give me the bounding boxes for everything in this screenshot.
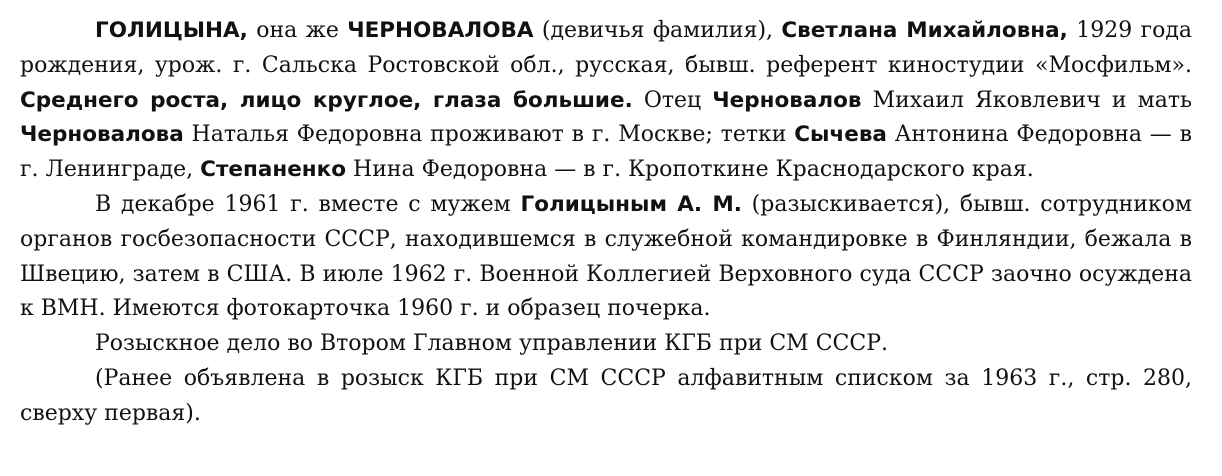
- text-segment: Михаил Яковлевич и мать: [861, 87, 1192, 113]
- text-segment: Нина Федоровна — в г. Кропоткине Краснодарского края.: [346, 157, 1034, 183]
- maiden-surname: ЧЕРНОВАЛОВА: [347, 18, 534, 43]
- paragraph-previous-listing: [20, 362, 1192, 432]
- aunt-surname-stepanenko: Степаненко: [200, 157, 347, 183]
- text-segment: Розыскное дело во Втором Главном управлении КГБ при СМ СССР.: [95, 331, 888, 357]
- text-segment: (девичья фамилия),: [533, 18, 782, 43]
- text-segment: (Ранее объявлена в розыск КГБ при СМ СССР алфавитным списком за 1963 г., стр. 280, сверху первая).: [20, 365, 1192, 426]
- father-surname: Черновалов: [712, 87, 862, 113]
- physical-description: Среднего роста, лицо круглое, глаза большие.: [20, 87, 633, 113]
- surname: ГОЛИЦЫНА,: [95, 18, 248, 43]
- paragraph-case-file: [20, 327, 1192, 362]
- text-segment: 1929 года рождения, урож. г. Сальска Ростовской обл., русская, бывш. референт киностудии «Мосфильм».: [20, 18, 1192, 78]
- husband-name: Голицыным А. М.: [520, 191, 742, 217]
- paragraph-defection: [20, 188, 1192, 327]
- mother-surname: Черновалова: [20, 122, 184, 148]
- text-segment: Наталья Федоровна проживают в г. Москве; тетки: [183, 122, 795, 148]
- aunt-surname-sycheva: Сычева: [794, 122, 887, 148]
- text-segment: Антонина Федоровна — в г. Ленинграде,: [20, 122, 1192, 183]
- text-segment: Отец: [632, 87, 713, 113]
- first-and-patronymic-name: Светлана Михайловна,: [781, 18, 1068, 43]
- text-segment: она же: [247, 18, 348, 43]
- text-segment: (разыскивается), бывш. сотрудником органов госбезопасности СССР, находившемся в служебной командировке в Финляндии, бежала в Швецию, затем в США. В июле 1962 г. Военной Коллегией Верховного суда СССР заочно осуждена к ВМН. Имеются фотокарточка 1960 г. и образец почерка.: [20, 191, 1193, 322]
- text-segment: В декабре 1961 г. вместе с мужем: [95, 191, 521, 217]
- paragraph-personal-details: [20, 14, 1192, 188]
